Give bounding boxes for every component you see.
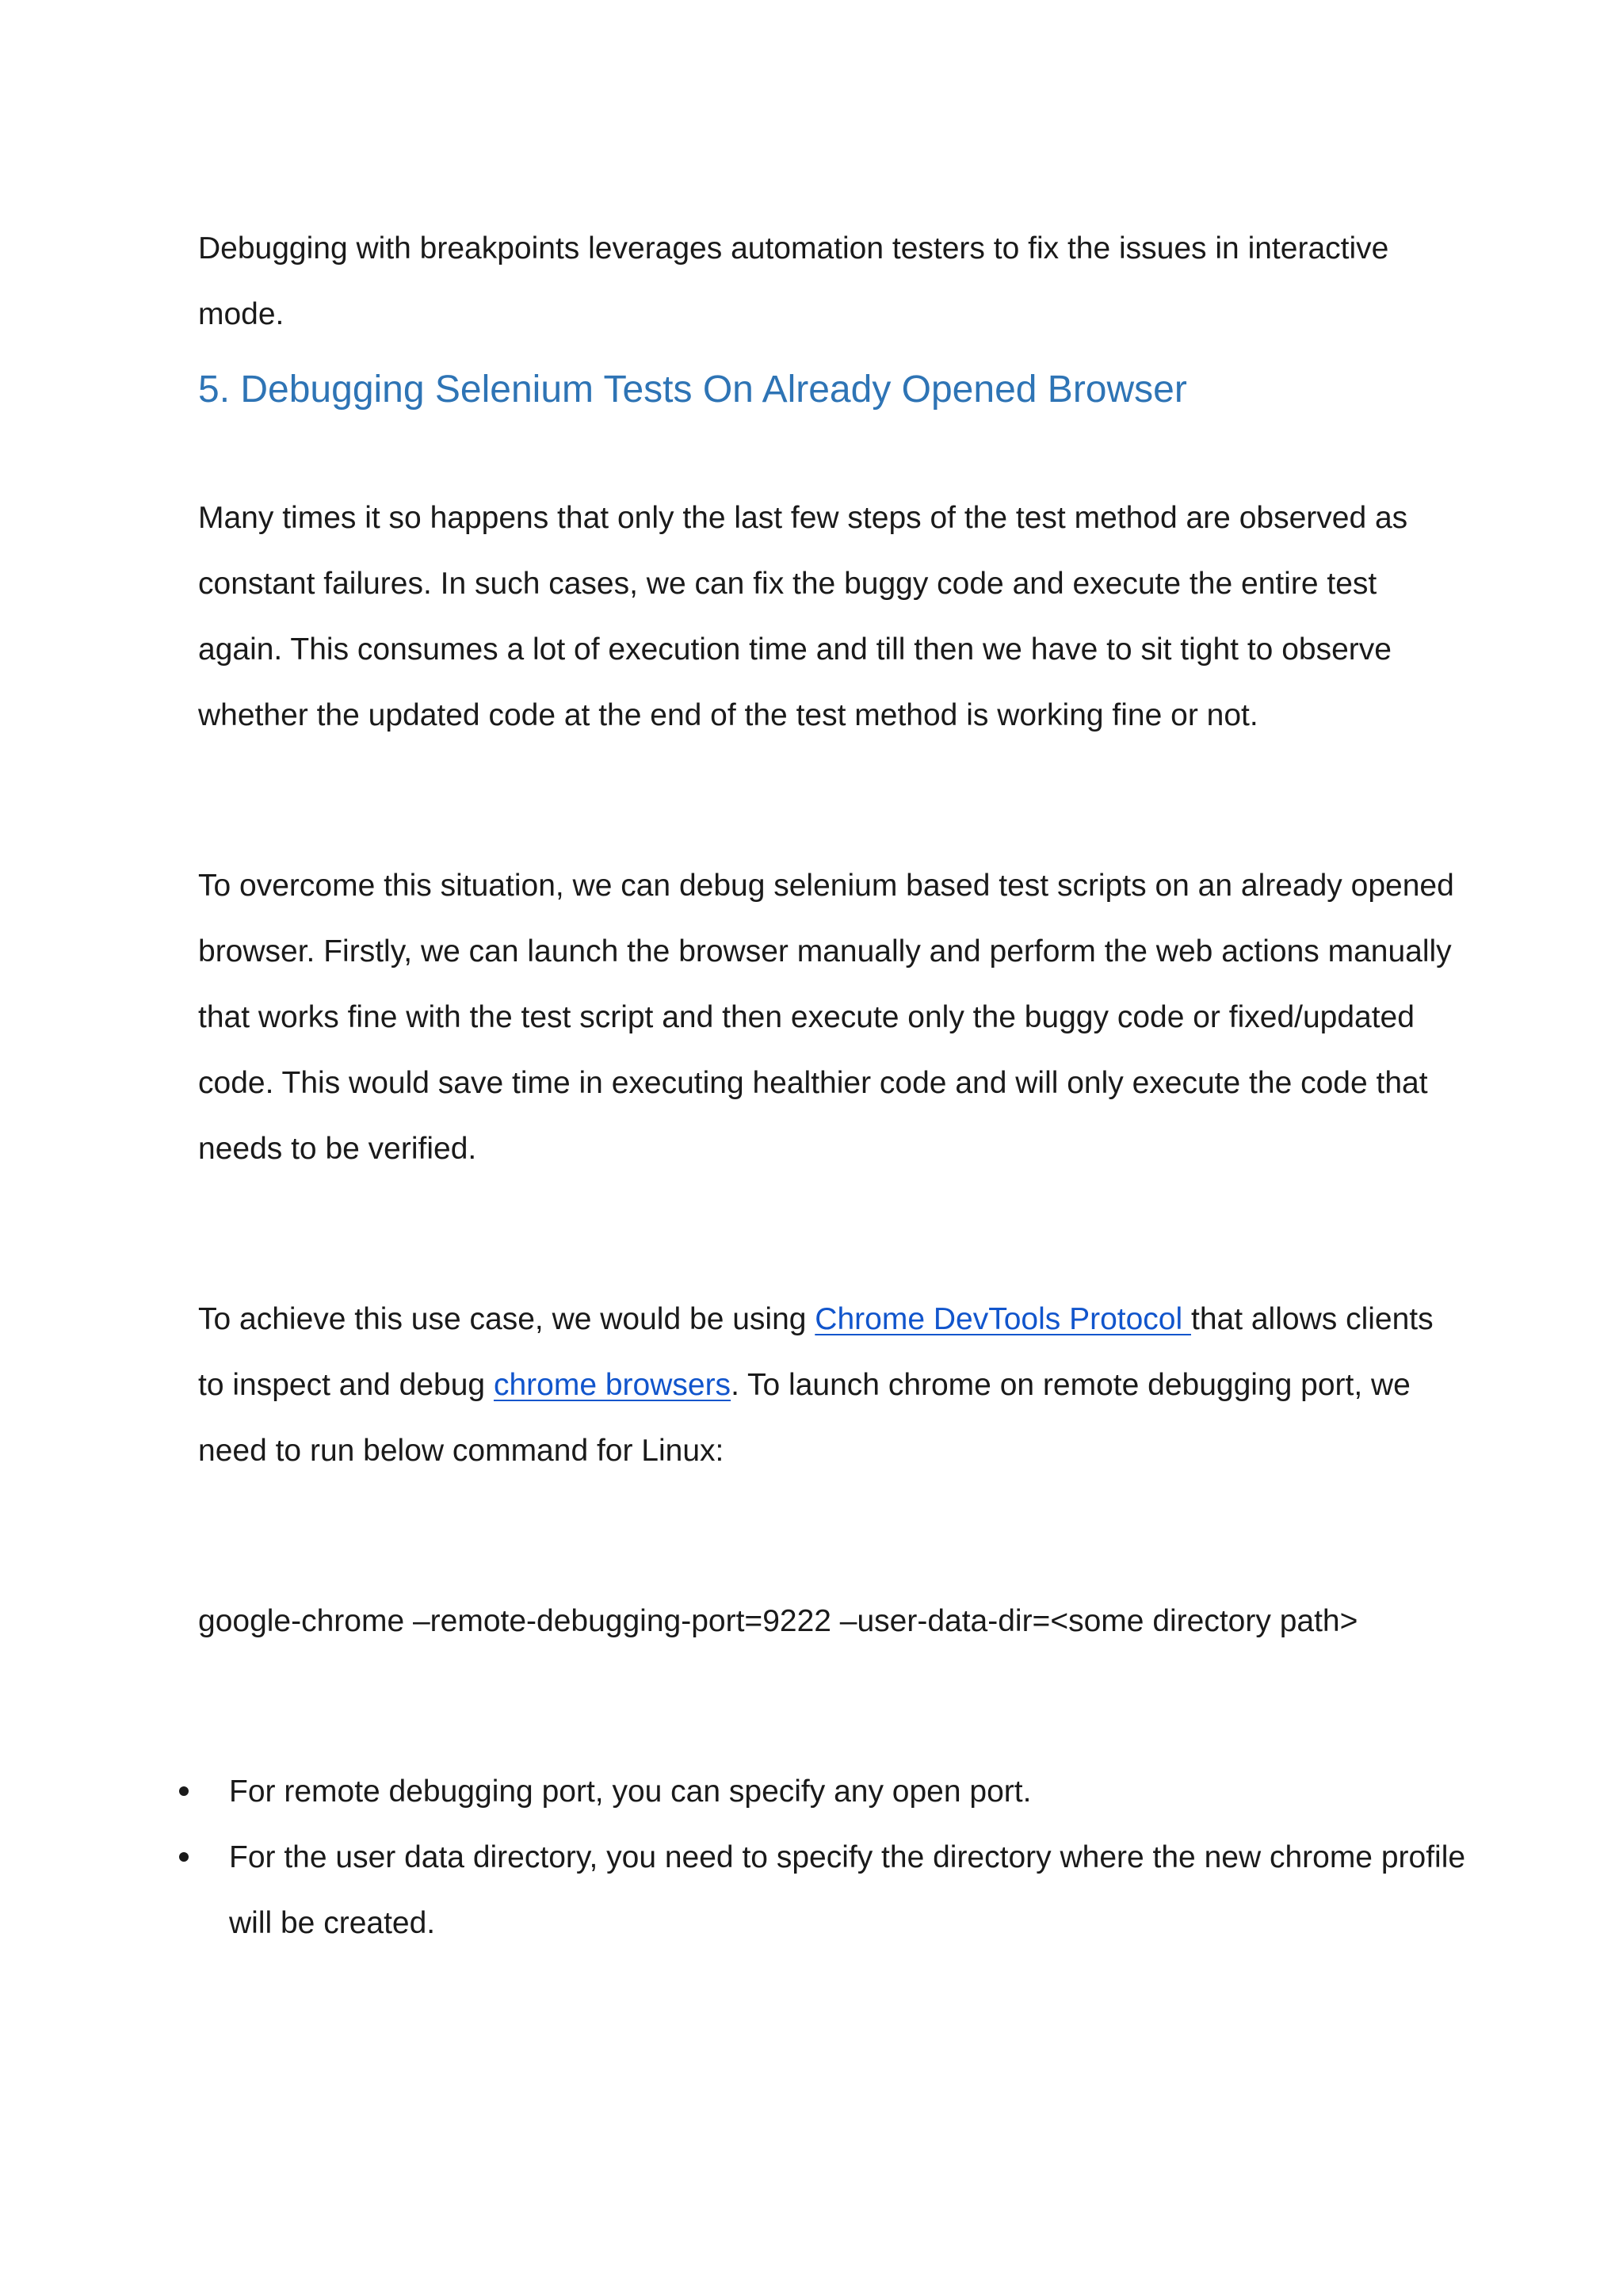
paragraph-text-segment: To achieve this use case, we would be using xyxy=(198,1302,815,1336)
command-line: google-chrome –remote-debugging-port=9222 –user-data-dir=<some directory path> xyxy=(198,1604,1358,1638)
page-content xyxy=(198,216,1466,1956)
paragraph-text-segment: . To launch chrome on remote debugging port, we need to run below command for Linux: xyxy=(198,1368,1411,1468)
bullet-list xyxy=(198,1759,1466,1956)
paragraph-devtools-usecase xyxy=(198,1286,1466,1484)
list-item xyxy=(198,1824,1466,1956)
paragraph-overcome-situation: To overcome this situation, we can debug selenium based test scripts on an already opened browser. Firstly, we can launch the browser manually and perform the web actions manually that works fine with the test script and then execute only the buggy code or fixed/updated code. This would save time in executing healthier code and will only execute the code that needs to be verified. xyxy=(198,869,1454,1166)
bullet-icon xyxy=(179,1786,189,1796)
bullet-icon xyxy=(179,1852,189,1862)
chrome-browsers-link[interactable]: chrome browsers xyxy=(493,1368,731,1402)
list-item xyxy=(198,1759,1466,1824)
intro-paragraph: Debugging with breakpoints leverages automation testers to fix the issues in interactive mode. xyxy=(198,231,1389,331)
list-item-text: For remote debugging port, you can specify any open port. xyxy=(229,1775,1032,1809)
list-item-text: For the user data directory, you need to specify the directory where the new chrome profile will be created. xyxy=(229,1840,1466,1940)
section-heading: 5. Debugging Selenium Tests On Already Opened Browser xyxy=(198,369,1187,411)
chrome-devtools-protocol-link[interactable]: Chrome DevTools Protocol xyxy=(815,1302,1191,1336)
paragraph-text-segment: that allows clients to inspect and debug xyxy=(198,1302,1434,1402)
paragraph-constant-failures: Many times it so happens that only the last few steps of the test method are observed as constant failures. In such cases, we can fix the buggy code and execute the entire test again. This consumes a lot of execution time and till then we have to sit tight to observe whether the updated code at the end of the test method is working fine or not. xyxy=(198,501,1408,732)
